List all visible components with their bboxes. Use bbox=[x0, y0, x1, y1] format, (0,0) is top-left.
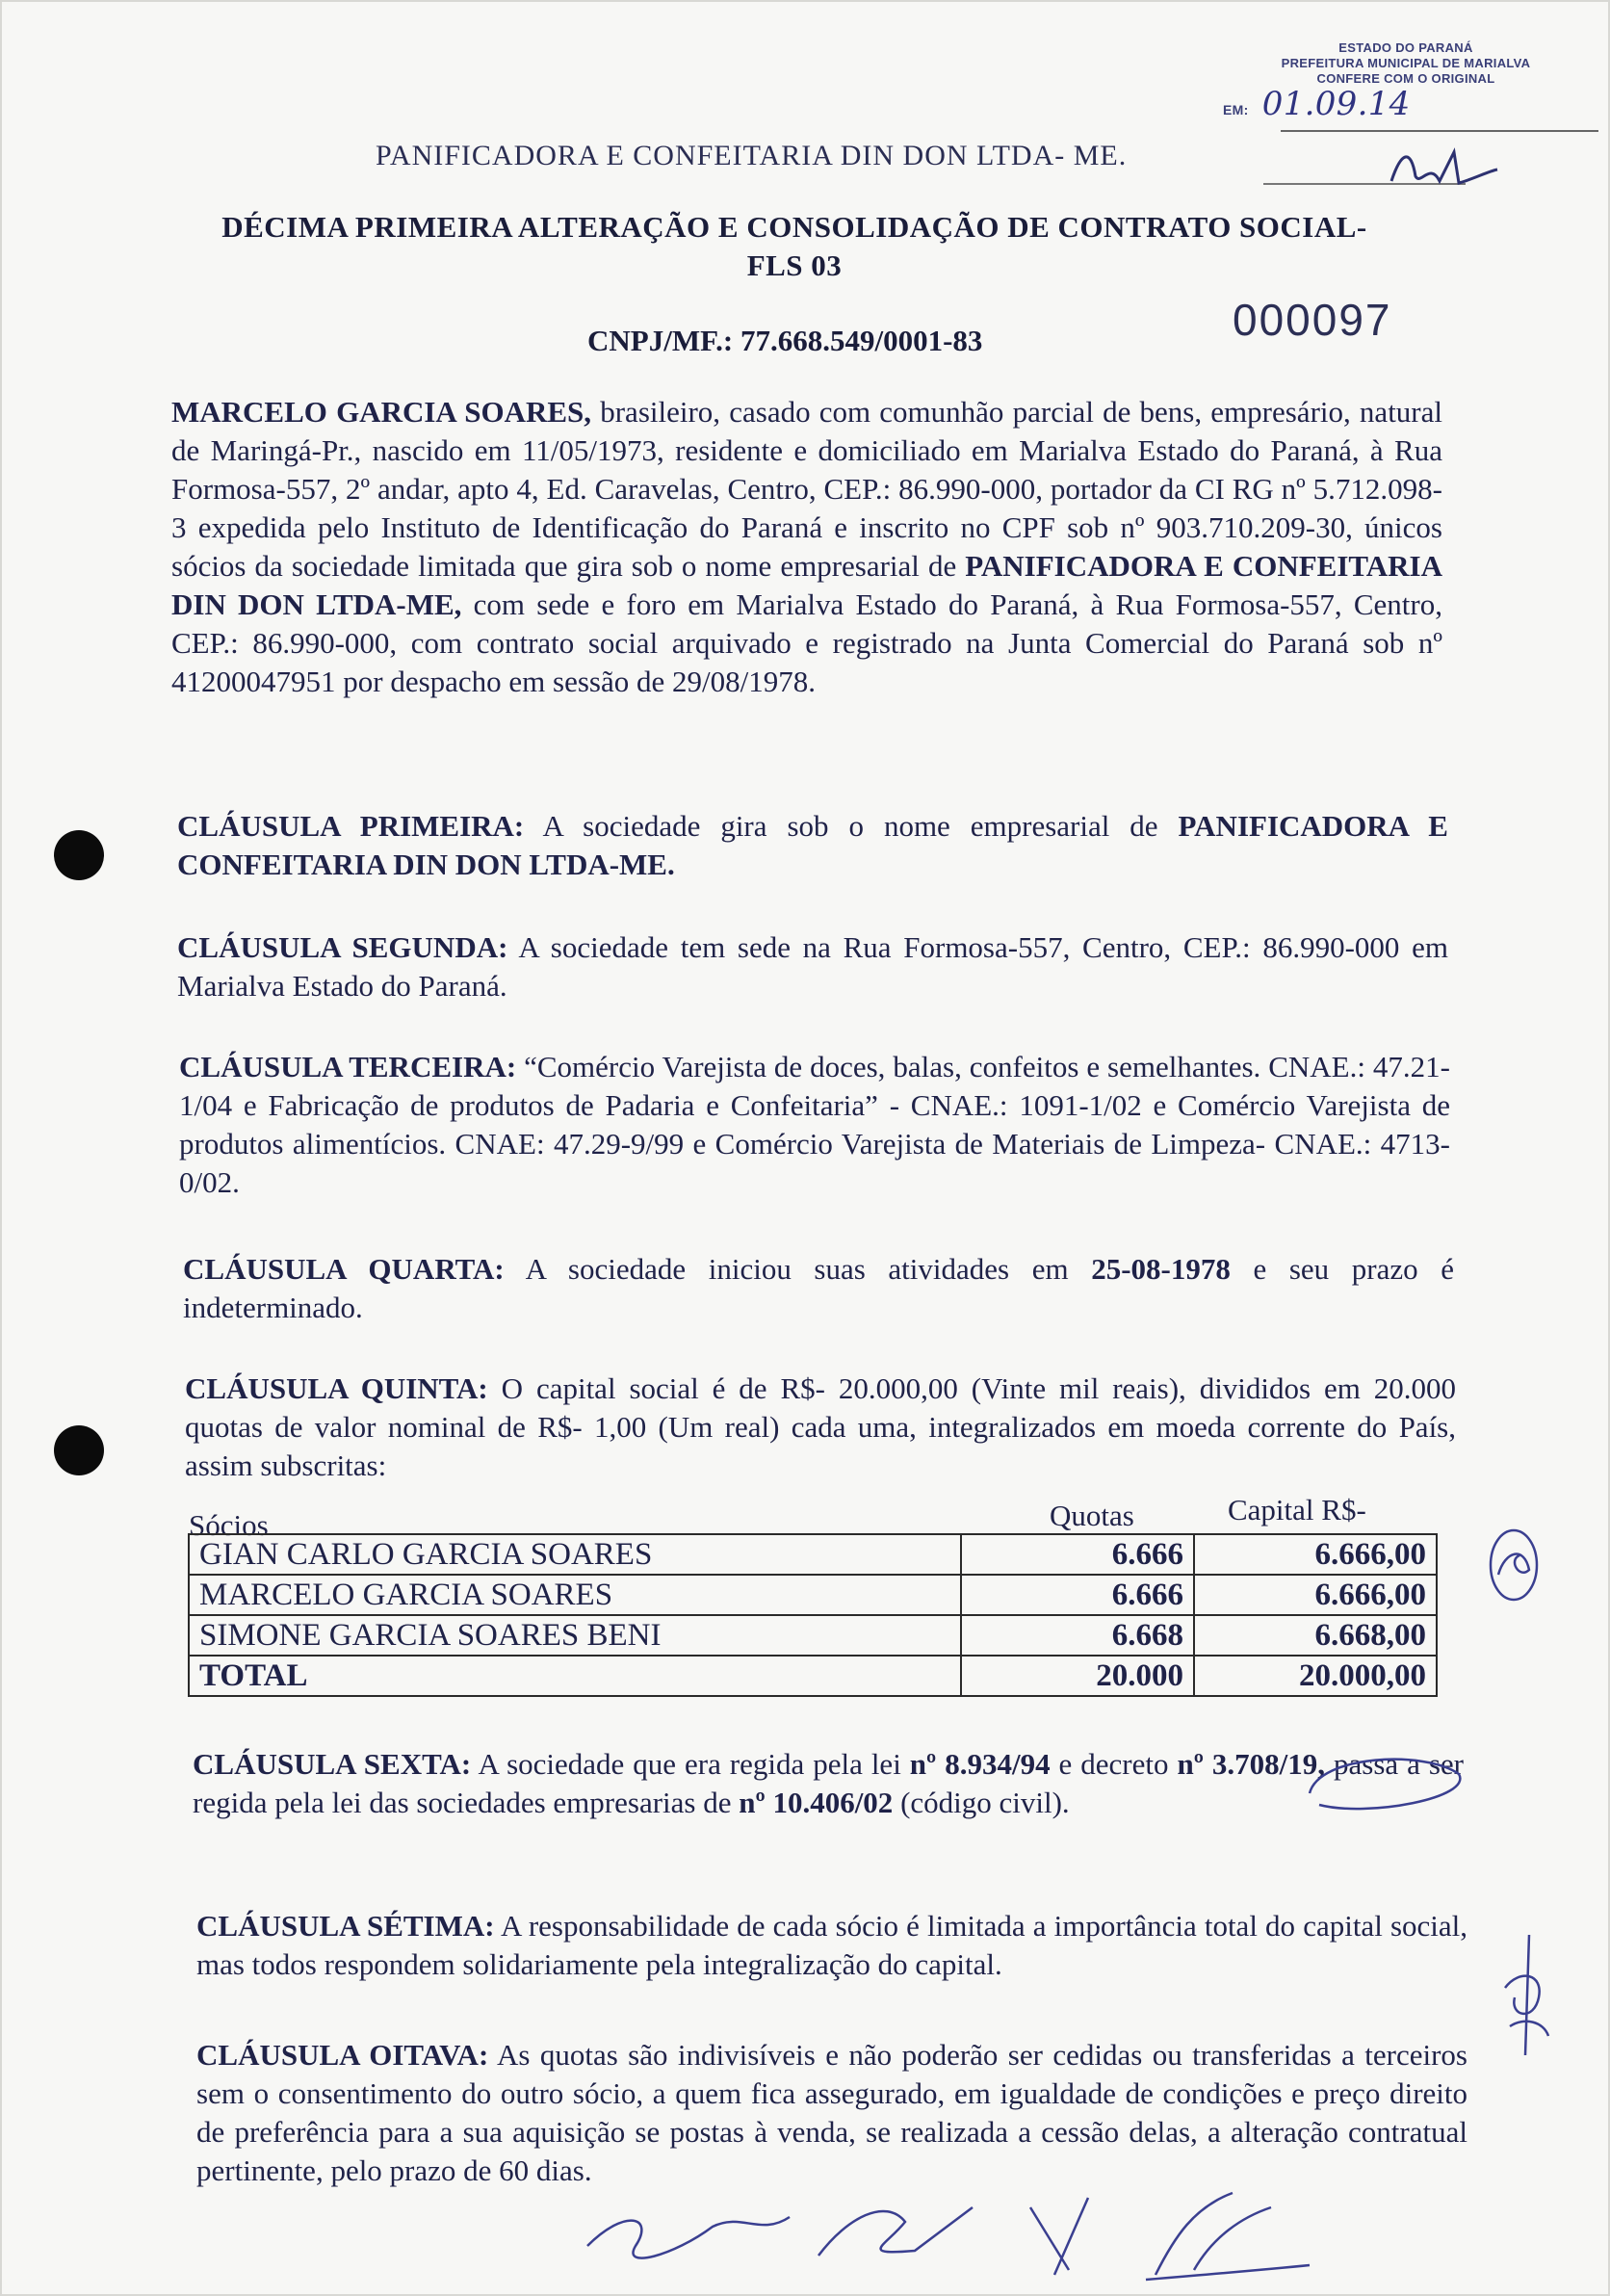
table-row bbox=[189, 1615, 1437, 1656]
row-socio-name: GIAN CARLO GARCIA SOARES bbox=[189, 1534, 961, 1575]
clausula-primeira bbox=[177, 807, 1448, 884]
clausula-sexta-lei-civil: nº 10.406/02 bbox=[739, 1786, 894, 1819]
clausula-sexta-text-3: passa a ser regida pela lei das sociedades empresarias de bbox=[193, 1747, 1464, 1819]
document-number: 000097 bbox=[1233, 295, 1392, 345]
quota-table bbox=[188, 1533, 1438, 1697]
row-quotas: 6.666 bbox=[961, 1575, 1194, 1615]
clausula-segunda-title: CLÁUSULA SEGUNDA: bbox=[177, 930, 508, 964]
clausula-oitava bbox=[196, 2036, 1467, 2190]
clausula-primeira-text: A sociedade gira sob o nome empresarial de bbox=[524, 809, 1179, 843]
total-capital: 20.000,00 bbox=[1194, 1656, 1437, 1696]
margin-initials-icon bbox=[1481, 1522, 1548, 1608]
company-header: PANIFICADORA E CONFEITARIA DIN DON LTDA- ME. bbox=[376, 140, 1128, 171]
clausula-sexta bbox=[193, 1745, 1464, 1822]
cnpj: CNPJ/MF.: 77.668.549/0001-83 bbox=[587, 324, 983, 357]
company-name: PANIFICADORA E CONFEITARIA DIN DON LTDA-ME, bbox=[171, 549, 1443, 621]
verification-stamp bbox=[1223, 40, 1589, 123]
clausula-oitava-text: As quotas são indivisíveis e não poderão ser cedidas ou transferidas a terceiros sem o consentimento do outro sócio, a quem fica assegurado, em igualdade de condições e preço direito de preferência para a sua aquisição se postas à venda, se realizada a cessão delas, a alteração contratual pertinente, pelo prazo de 60 dias. bbox=[196, 2038, 1467, 2187]
stamp-line-1: ESTADO DO PARANÁ bbox=[1338, 40, 1473, 55]
stamp-date: 01.09.14 bbox=[1261, 85, 1411, 123]
clausula-quarta-title: CLÁUSULA QUARTA: bbox=[183, 1252, 505, 1286]
row-quotas: 6.666 bbox=[961, 1534, 1194, 1575]
clausula-quinta-text: O capital social é de R$- 20.000,00 (Vinte mil reais), divididos em 20.000 quotas de valor nominal de R$- 1,00 (Um real) cada uma, integralizados em moeda corrente do País, assim subscritas: bbox=[185, 1371, 1457, 1482]
row-capital: 6.666,00 bbox=[1194, 1534, 1437, 1575]
intro-text-2: com sede e foro em Marialva Estado do Paraná, à Rua Formosa-557, Centro, CEP.: 86.990-000, com contrato social arquivado e registrado na Junta Comercial do Paraná sob nº 41200047951 por despacho em sessão de 29/08/1978. bbox=[171, 587, 1442, 698]
clausula-setima-title: CLÁUSULA SÉTIMA: bbox=[196, 1909, 495, 1943]
row-quotas: 6.668 bbox=[961, 1615, 1194, 1656]
intro-text-1: brasileiro, casado com comunhão parcial de bens, empresário, natural de Maringá-Pr., nascido em 11/05/1973, residente e domiciliado em Marialva Estado do Paraná, à Rua Formosa-557, 2º andar, apto 4, Ed. Caravelas, Centro, CEP.: 86.990-000, portador da CI RG nº 5.712.098-3 expedida pelo Instituto de Identificação do Paraná e inscrito no CPF sob nº 903.710.209-30, únicos sócios da sociedade limitada que gira sob o nome empresarial de bbox=[171, 395, 1443, 583]
total-label: TOTAL bbox=[189, 1656, 961, 1696]
clausula-quinta-title: CLÁUSULA QUINTA: bbox=[185, 1371, 488, 1405]
clausula-sexta-text-1: A sociedade que era regida pela lei bbox=[471, 1747, 910, 1781]
stamp-em-label: EM: bbox=[1223, 102, 1249, 117]
clausula-setima-text: A responsabilidade de cada sócio é limitada a importância total do capital social, mas todos respondem solidariamente pela integralização do capital. bbox=[196, 1909, 1467, 1981]
pen-circle-icon bbox=[1290, 1745, 1483, 1822]
stamp-line-3: CONFERE COM O ORIGINAL bbox=[1316, 71, 1495, 86]
clausula-quarta bbox=[183, 1250, 1454, 1327]
clausula-sexta-text-4: (código civil). bbox=[893, 1786, 1070, 1819]
clausula-quarta-text-2: e seu prazo é indeterminado. bbox=[183, 1252, 1455, 1324]
clausula-setima bbox=[196, 1907, 1467, 1984]
clausula-quarta-text-1: A sociedade iniciou suas atividades em bbox=[504, 1252, 1092, 1286]
table-header-socios: Sócios bbox=[189, 1508, 269, 1542]
clausula-primeira-title: CLÁUSULA PRIMEIRA: bbox=[177, 809, 525, 843]
clausula-terceira-title: CLÁUSULA TERCEIRA: bbox=[179, 1050, 517, 1083]
row-socio-name: SIMONE GARCIA SOARES BENI bbox=[189, 1615, 961, 1656]
clausula-sexta-title: CLÁUSULA SEXTA: bbox=[193, 1747, 472, 1781]
stamp-line-2: PREFEITURA MUNICIPAL DE MARIALVA bbox=[1281, 56, 1531, 70]
table-header-quotas: Quotas bbox=[1050, 1499, 1134, 1532]
clausula-sexta-lei: nº 8.934/94 bbox=[909, 1747, 1051, 1781]
row-capital: 6.666,00 bbox=[1194, 1575, 1437, 1615]
table-header-capital: Capital R$- bbox=[1228, 1493, 1366, 1526]
clausula-quinta bbox=[185, 1370, 1456, 1485]
clausula-sexta-decreto: nº 3.708/19, bbox=[1177, 1747, 1326, 1781]
punch-hole-top bbox=[54, 830, 104, 880]
clausula-quarta-date: 25-08-1978 bbox=[1091, 1252, 1231, 1286]
clausula-terceira bbox=[179, 1048, 1450, 1202]
clausula-segunda-text: A sociedade tem sede na Rua Formosa-557, Centro, CEP.: 86.990-000 em Marialva Estado do Paraná. bbox=[177, 930, 1448, 1003]
total-quotas: 20.000 bbox=[961, 1656, 1194, 1696]
stamp-initials-icon bbox=[1387, 143, 1502, 191]
margin-signature-icon bbox=[1491, 1930, 1558, 2065]
table-row bbox=[189, 1575, 1437, 1615]
clausula-segunda bbox=[177, 928, 1448, 1005]
row-capital: 6.668,00 bbox=[1194, 1615, 1437, 1656]
table-row bbox=[189, 1534, 1437, 1575]
clausula-primeira-company: PANIFICADORA E CONFEITARIA DIN DON LTDA-ME. bbox=[177, 809, 1448, 881]
punch-hole-bottom bbox=[54, 1425, 104, 1475]
stamp-date-row bbox=[1223, 85, 1589, 123]
intro-paragraph bbox=[171, 393, 1442, 701]
stamp-underline bbox=[1281, 130, 1598, 132]
row-socio-name: MARCELO GARCIA SOARES bbox=[189, 1575, 961, 1615]
title-line-2: FLS 03 bbox=[746, 248, 843, 282]
bottom-signatures-icon bbox=[568, 2179, 1319, 2284]
table-total-row bbox=[189, 1656, 1437, 1696]
clausula-terceira-text: “Comércio Varejista de doces, balas, confeitos e semelhantes. CNAE.: 47.21-1/04 e Fabricação de produtos de Padaria e Confeitaria” - CNAE.: 1091-1/02 e Comércio Varejista de produtos alimentícios. CNAE: 47.29-9/99 e Comércio Varejista de Materiais de Limpeza- CNAE.: 4713-0/02. bbox=[179, 1050, 1450, 1199]
clausula-oitava-title: CLÁUSULA OITAVA: bbox=[196, 2038, 489, 2072]
document-title bbox=[154, 208, 1435, 285]
title-line-1: DÉCIMA PRIMEIRA ALTERAÇÃO E CONSOLIDAÇÃO DE CONTRATO SOCIAL- bbox=[221, 210, 1367, 244]
clausula-sexta-text-2: e decreto bbox=[1050, 1747, 1178, 1781]
partner-name: MARCELO GARCIA SOARES, bbox=[171, 395, 592, 429]
